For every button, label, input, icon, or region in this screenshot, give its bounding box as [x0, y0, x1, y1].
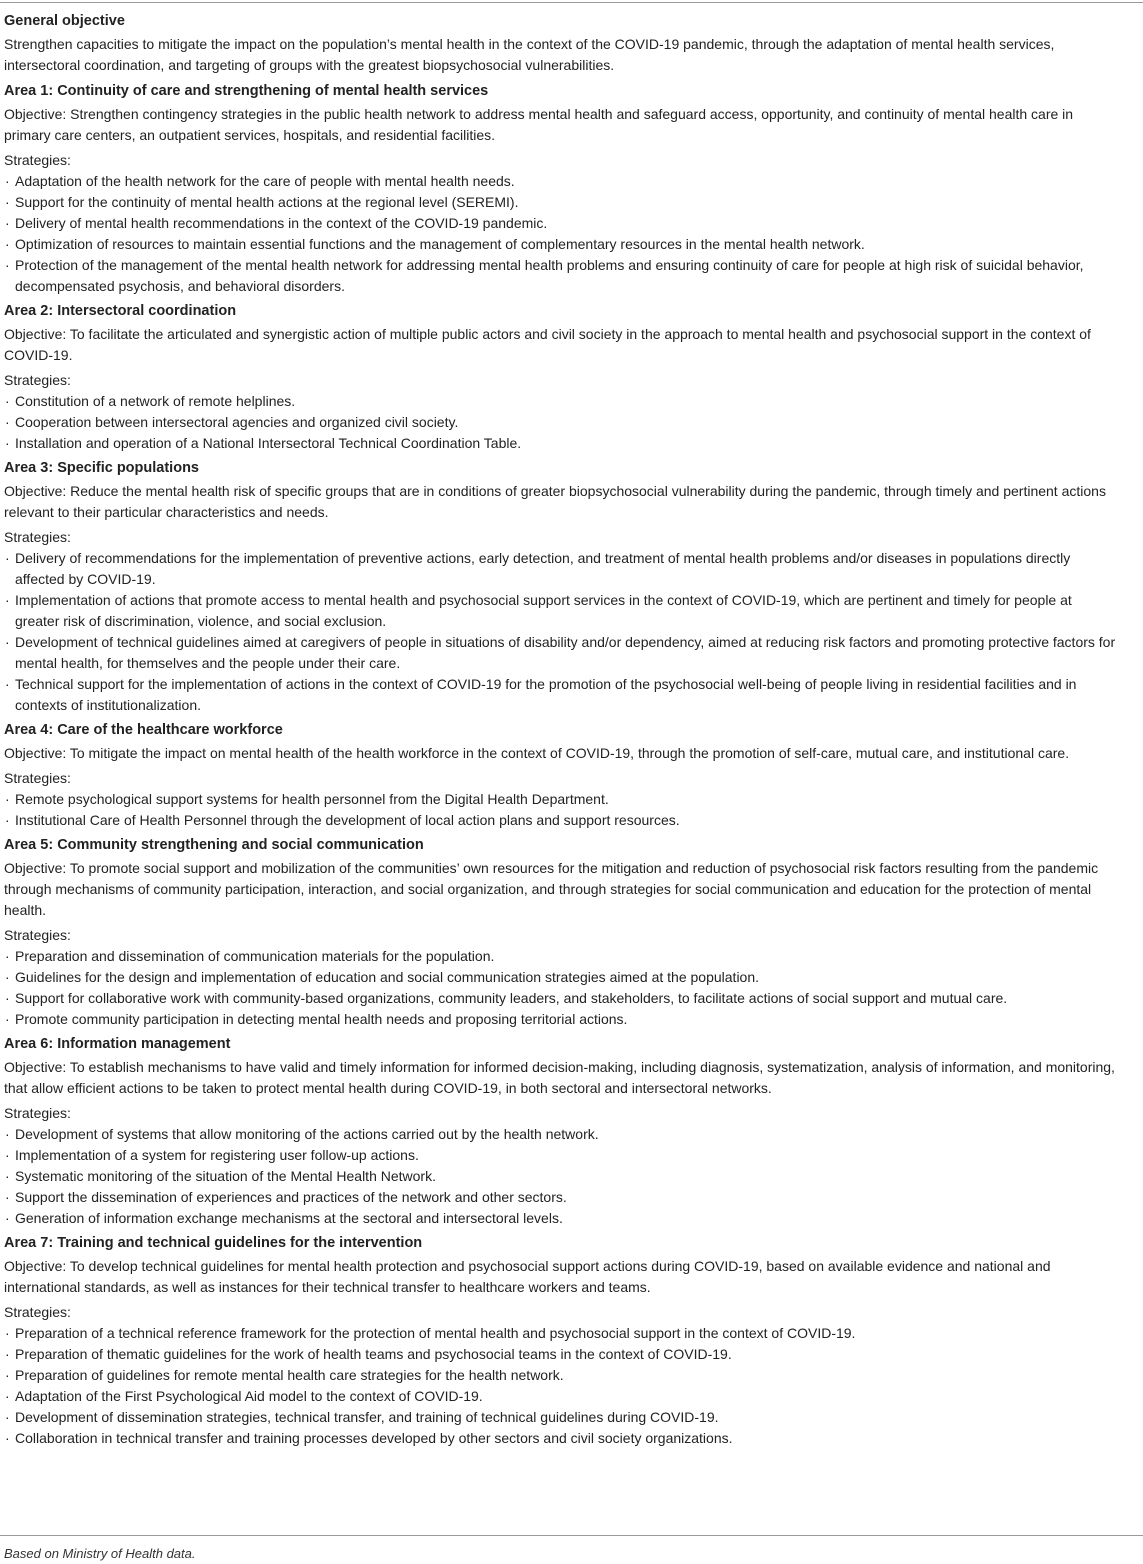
- area-objective: Objective: To promote social support and mobilization of the communities’ own resources for the mitigation and reduction of psychosocial risk factors resulting from the pandemic through mechanisms of community participation, interaction, and social organization, and through strategies for social communication and education for the protection of mental health.: [4, 860, 1099, 918]
- area-heading: Area 3: Specific populations: [4, 460, 199, 476]
- general-objective-heading: General objective: [4, 13, 125, 29]
- strategy-item: [4, 548, 1120, 590]
- bullet-icon: ·: [5, 173, 10, 189]
- strategy-text: Technical support for the implementation of actions in the context of COVID-19 for the promotion of the psychosocial well-being of people living in residential facilities and in contexts of institutionalization.: [15, 676, 1077, 713]
- bullet-icon: ·: [5, 1147, 10, 1163]
- area-section-7: [4, 1232, 1120, 1449]
- strategy-item: [4, 967, 1120, 988]
- strategy-item: [4, 1407, 1120, 1428]
- strategy-text: Support for collaborative work with community-based organizations, community leaders, and stakeholders, to facilitate actions of social support and mutual care.: [15, 990, 1008, 1006]
- strategies-list: [4, 171, 1120, 297]
- bullet-icon: ·: [5, 1409, 10, 1425]
- strategies-list: [4, 1323, 1120, 1449]
- strategy-text: Promote community participation in detecting mental health needs and proposing territorial actions.: [15, 1011, 628, 1027]
- bullet-icon: ·: [5, 1126, 10, 1142]
- strategy-item: [4, 391, 1120, 412]
- general-objective-section: [4, 10, 1120, 76]
- area-heading: Area 1: Continuity of care and strengthening of mental health services: [4, 83, 489, 99]
- strategy-text: Preparation of guidelines for remote mental health care strategies for the health network.: [15, 1367, 564, 1383]
- strategies-label: Strategies:: [4, 372, 71, 388]
- strategies-list: [4, 391, 1120, 454]
- strategy-text: Preparation of a technical reference framework for the protection of mental health and psychosocial support in the context of COVID-19.: [15, 1325, 856, 1341]
- strategy-text: Support for the continuity of mental health actions at the regional level (SEREMI).: [15, 194, 519, 210]
- strategy-text: Constitution of a network of remote helplines.: [15, 393, 296, 409]
- strategy-item: [4, 810, 1120, 831]
- strategies-list: [4, 946, 1120, 1030]
- bullet-icon: ·: [5, 1325, 10, 1341]
- bullet-icon: ·: [5, 550, 10, 566]
- bullet-icon: ·: [5, 414, 10, 430]
- bullet-icon: ·: [5, 257, 10, 273]
- strategies-label: Strategies:: [4, 529, 71, 545]
- strategy-text: Implementation of actions that promote access to mental health and psychosocial support services in the context of COVID-19, which are pertinent and timely for people at greater risk of discrimination, violence, and social exclusion.: [15, 592, 1072, 629]
- strategy-item: [4, 1344, 1120, 1365]
- strategy-text: Institutional Care of Health Personnel through the development of local action plans and support resources.: [15, 812, 680, 828]
- strategy-text: Development of technical guidelines aimed at caregivers of people in situations of disability and/or dependency, aimed at reducing risk factors and promoting protective factors for mental health, for themselves and the people under their care.: [15, 634, 1116, 671]
- strategy-text: Collaboration in technical transfer and training processes developed by other sectors and civil society organizations.: [15, 1430, 733, 1446]
- strategy-item: [4, 1187, 1120, 1208]
- objectives-table: [4, 10, 1120, 1452]
- bullet-icon: ·: [5, 1367, 10, 1383]
- bullet-icon: ·: [5, 676, 10, 692]
- strategy-item: [4, 1208, 1120, 1229]
- area-objective: Objective: To mitigate the impact on mental health of the health workforce in the context of COVID-19, through the promotion of self-care, mutual care, and institutional care.: [4, 745, 1070, 761]
- strategy-text: Remote psychological support systems for health personnel from the Digital Health Department.: [15, 791, 609, 807]
- strategy-item: [4, 1124, 1120, 1145]
- top-rule: [0, 2, 1143, 3]
- strategy-text: Optimization of resources to maintain essential functions and the management of complementary resources in the mental health network.: [15, 236, 865, 252]
- areas-container: [4, 80, 1120, 1449]
- bullet-icon: ·: [5, 1388, 10, 1404]
- area-heading: Area 6: Information management: [4, 1036, 231, 1052]
- area-heading: Area 2: Intersectoral coordination: [4, 303, 237, 319]
- strategy-item: [4, 1365, 1120, 1386]
- strategy-text: Cooperation between intersectoral agencies and organized civil society.: [15, 414, 459, 430]
- strategy-item: [4, 789, 1120, 810]
- strategy-item: [4, 1386, 1120, 1407]
- strategies-list: [4, 1124, 1120, 1229]
- strategy-text: Adaptation of the First Psychological Aid model to the context of COVID-19.: [15, 1388, 483, 1404]
- strategy-text: Generation of information exchange mechanisms at the sectoral and intersectoral levels.: [15, 1210, 563, 1226]
- bullet-icon: ·: [5, 393, 10, 409]
- strategies-label: Strategies:: [4, 927, 71, 943]
- bullet-icon: ·: [5, 1210, 10, 1226]
- strategy-item: [4, 255, 1120, 297]
- strategy-text: Systematic monitoring of the situation of the Mental Health Network.: [15, 1168, 436, 1184]
- strategy-text: Installation and operation of a National Intersectoral Technical Coordination Table.: [15, 435, 522, 451]
- bullet-icon: ·: [5, 791, 10, 807]
- bullet-icon: ·: [5, 215, 10, 231]
- strategy-text: Preparation of thematic guidelines for the work of health teams and psychosocial teams in the context of COVID-19.: [15, 1346, 732, 1362]
- bullet-icon: ·: [5, 948, 10, 964]
- strategy-text: Development of dissemination strategies, technical transfer, and training of technical guidelines during COVID-19.: [15, 1409, 719, 1425]
- bullet-icon: ·: [5, 194, 10, 210]
- strategy-item: [4, 988, 1120, 1009]
- strategy-item: [4, 590, 1120, 632]
- strategies-list: [4, 548, 1120, 716]
- bullet-icon: ·: [5, 236, 10, 252]
- bullet-icon: ·: [5, 435, 10, 451]
- area-heading: Area 7: Training and technical guidelines for the intervention: [4, 1235, 423, 1251]
- bullet-icon: ·: [5, 1011, 10, 1027]
- strategy-item: [4, 1428, 1120, 1449]
- strategy-item: [4, 234, 1120, 255]
- strategies-label: Strategies:: [4, 1304, 71, 1320]
- area-section-2: [4, 300, 1120, 454]
- strategy-text: Delivery of mental health recommendations in the context of the COVID-19 pandemic.: [15, 215, 548, 231]
- strategy-item: [4, 1166, 1120, 1187]
- strategy-text: Adaptation of the health network for the care of people with mental health needs.: [15, 173, 515, 189]
- strategy-text: Implementation of a system for registering user follow-up actions.: [15, 1147, 419, 1163]
- strategy-item: [4, 192, 1120, 213]
- strategy-text: Support the dissemination of experiences and practices of the network and other sectors.: [15, 1189, 567, 1205]
- strategy-text: Protection of the management of the mental health network for addressing mental health problems and ensuring continuity of care for people at high risk of suicidal behavior, decompensated psychosis, and behavioral disorders.: [15, 257, 1084, 294]
- area-section-1: [4, 80, 1120, 297]
- area-objective: Objective: To establish mechanisms to have valid and timely information for informed decision-making, including diagnosis, systematization, analysis of information, and monitoring, that allow efficient actions to be taken to protect mental health during COVID-19, in both sectoral and intersectoral networks.: [4, 1059, 1115, 1096]
- bullet-icon: ·: [5, 1430, 10, 1446]
- area-section-6: [4, 1033, 1120, 1229]
- area-section-3: [4, 457, 1120, 716]
- bullet-icon: ·: [5, 812, 10, 828]
- bottom-rule: [0, 1535, 1143, 1536]
- strategy-text: Delivery of recommendations for the implementation of preventive actions, early detection, and treatment of mental health problems and/or diseases in populations directly affected by COVID-19.: [15, 550, 1071, 587]
- strategy-item: [4, 171, 1120, 192]
- bullet-icon: ·: [5, 592, 10, 608]
- strategy-item: [4, 946, 1120, 967]
- strategies-label: Strategies:: [4, 1105, 71, 1121]
- bullet-icon: ·: [5, 1189, 10, 1205]
- strategies-label: Strategies:: [4, 770, 71, 786]
- area-objective: Objective: To develop technical guidelines for mental health protection and psychosocial support actions during COVID-19, based on available evidence and national and international standards, as well as instances for their technical transfer to healthcare workers and teams.: [4, 1258, 1051, 1295]
- bullet-icon: ·: [5, 969, 10, 985]
- strategy-item: [4, 412, 1120, 433]
- strategy-item: [4, 1145, 1120, 1166]
- strategy-item: [4, 213, 1120, 234]
- strategy-item: [4, 632, 1120, 674]
- strategy-text: Development of systems that allow monitoring of the actions carried out by the health network.: [15, 1126, 599, 1142]
- area-objective: Objective: Strengthen contingency strategies in the public health network to address mental health and safeguard access, opportunity, and continuity of mental health care in primary care centers, an outpatient services, hospitals, and residential facilities.: [4, 106, 1074, 143]
- strategies-label: Strategies:: [4, 152, 71, 168]
- table-footnote: Based on Ministry of Health data.: [4, 1546, 196, 1561]
- bullet-icon: ·: [5, 1168, 10, 1184]
- bullet-icon: ·: [5, 990, 10, 1006]
- strategy-item: [4, 1009, 1120, 1030]
- strategies-list: [4, 789, 1120, 831]
- strategy-item: [4, 1323, 1120, 1344]
- area-objective: Objective: To facilitate the articulated and synergistic action of multiple public actors and civil society in the approach to mental health and psychosocial support in the context of COVID-19.: [4, 326, 1091, 363]
- general-objective-text: Strengthen capacities to mitigate the impact on the population’s mental health in the context of the COVID-19 pandemic, through the adaptation of mental health services, intersectoral coordination, and targeting of groups with the greatest biopsychosocial vulnerabilities.: [4, 36, 1055, 73]
- area-objective: Objective: Reduce the mental health risk of specific groups that are in conditions of greater biopsychosocial vulnerability during the pandemic, through timely and pertinent actions relevant to their particular characteristics and needs.: [4, 483, 1106, 520]
- area-section-5: [4, 834, 1120, 1030]
- strategy-text: Guidelines for the design and implementation of education and social communication strategies aimed at the population.: [15, 969, 760, 985]
- strategy-text: Preparation and dissemination of communication materials for the population.: [15, 948, 495, 964]
- area-heading: Area 4: Care of the healthcare workforce: [4, 722, 283, 738]
- strategy-item: [4, 674, 1120, 716]
- area-section-4: [4, 719, 1120, 831]
- area-heading: Area 5: Community strengthening and social communication: [4, 837, 424, 853]
- bullet-icon: ·: [5, 1346, 10, 1362]
- strategy-item: [4, 433, 1120, 454]
- bullet-icon: ·: [5, 634, 10, 650]
